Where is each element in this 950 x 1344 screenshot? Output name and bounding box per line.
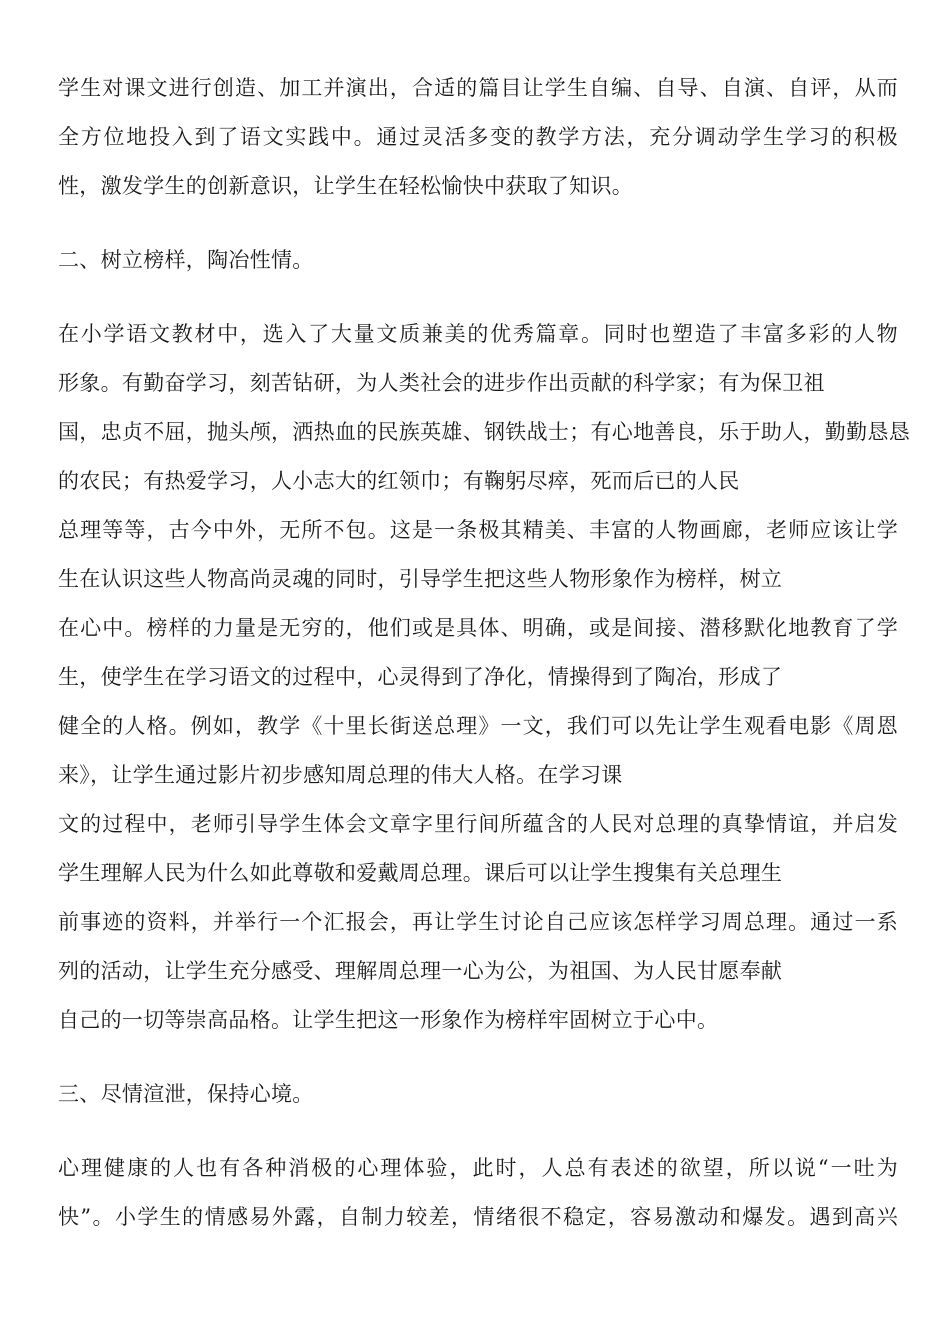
text-line: 自己的一切等崇高品格。让学生把这一形象作为榜样牢固树立于心中。 bbox=[58, 1008, 719, 1032]
text-line: 总理等等，古今中外，无所不包。这是一条极其精美、丰富的人物画廊，老师应该让学 bbox=[58, 518, 898, 542]
paragraph bbox=[58, 316, 910, 1051]
text-line: 心理健康的人也有各种消极的心理体验，此时，人总有表述的欲望，所以说“一吐为 bbox=[58, 1156, 898, 1180]
paragraph bbox=[58, 1150, 898, 1248]
text-line: 二、树立榜样，陶冶性情。 bbox=[58, 248, 314, 272]
text-line: 形象。有勤奋学习，刻苦钻研，为人类社会的进步作出贡献的科学家；有为保卫祖 bbox=[58, 371, 825, 395]
paragraph-gap bbox=[58, 291, 898, 316]
paragraph-gap bbox=[58, 1125, 898, 1150]
text-line: 生，使学生在学习语文的过程中，心灵得到了净化，情操得到了陶冶，形成了 bbox=[58, 665, 783, 689]
section-heading bbox=[58, 242, 898, 291]
text-line: 快”。小学生的情感易外露，自制力较差，情绪很不稳定，容易激动和爆发。遇到高兴 bbox=[58, 1205, 898, 1229]
text-line: 健全的人格。例如，教学《十里长街送总理》一文，我们可以先让学生观看电影《周恩 bbox=[58, 714, 898, 738]
text-line: 在心中。榜样的力量是无穷的，他们或是具体、明确，或是间接、潜移默化地教育了学 bbox=[58, 616, 898, 640]
text-line: 的农民；有热爱学习，人小志大的红领巾；有鞠躬尽瘁，死而后已的人民 bbox=[58, 469, 740, 493]
text-line: 来》，让学生通过影片初步感知周总理的伟大人格。在学习课 bbox=[58, 763, 623, 787]
paragraph-gap bbox=[58, 1051, 898, 1076]
text-line: 全方位地投入到了语文实践中。通过灵活多变的教学方法，充分调动学生学习的积极 bbox=[58, 125, 898, 149]
paragraph-gap bbox=[58, 217, 898, 242]
text-line: 学生理解人民为什么如此尊敬和爱戴周总理。课后可以让学生搜集有关总理生 bbox=[58, 861, 783, 885]
document-page bbox=[58, 70, 910, 1248]
text-line: 列的活动，让学生充分感受、理解周总理一心为公，为祖国、为人民甘愿奉献 bbox=[58, 959, 783, 983]
text-line: 国，忠贞不屈，抛头颅，洒热血的民族英雄、钢铁战士；有心地善良，乐于助人，勤勤恳恳 bbox=[58, 420, 910, 444]
section-heading bbox=[58, 1076, 898, 1125]
text-line: 三、尽情渲泄，保持心境。 bbox=[58, 1082, 314, 1106]
paragraph bbox=[58, 70, 898, 217]
text-line: 性，激发学生的创新意识，让学生在轻松愉快中获取了知识。 bbox=[58, 174, 634, 198]
text-line: 文的过程中，老师引导学生体会文章字里行间所蕴含的人民对总理的真挚情谊，并启发 bbox=[58, 812, 898, 836]
text-line: 在小学语文教材中，选入了大量文质兼美的优秀篇章。同时也塑造了丰富多彩的人物 bbox=[58, 322, 898, 346]
text-line: 生在认识这些人物高尚灵魂的同时，引导学生把这些人物形象作为榜样，树立 bbox=[58, 567, 783, 591]
text-line: 前事迹的资料，并举行一个汇报会，再让学生讨论自己应该怎样学习周总理。通过一系 bbox=[58, 910, 898, 934]
text-line: 学生对课文进行创造、加工并演出，合适的篇目让学生自编、自导、自演、自评，从而 bbox=[58, 76, 898, 100]
